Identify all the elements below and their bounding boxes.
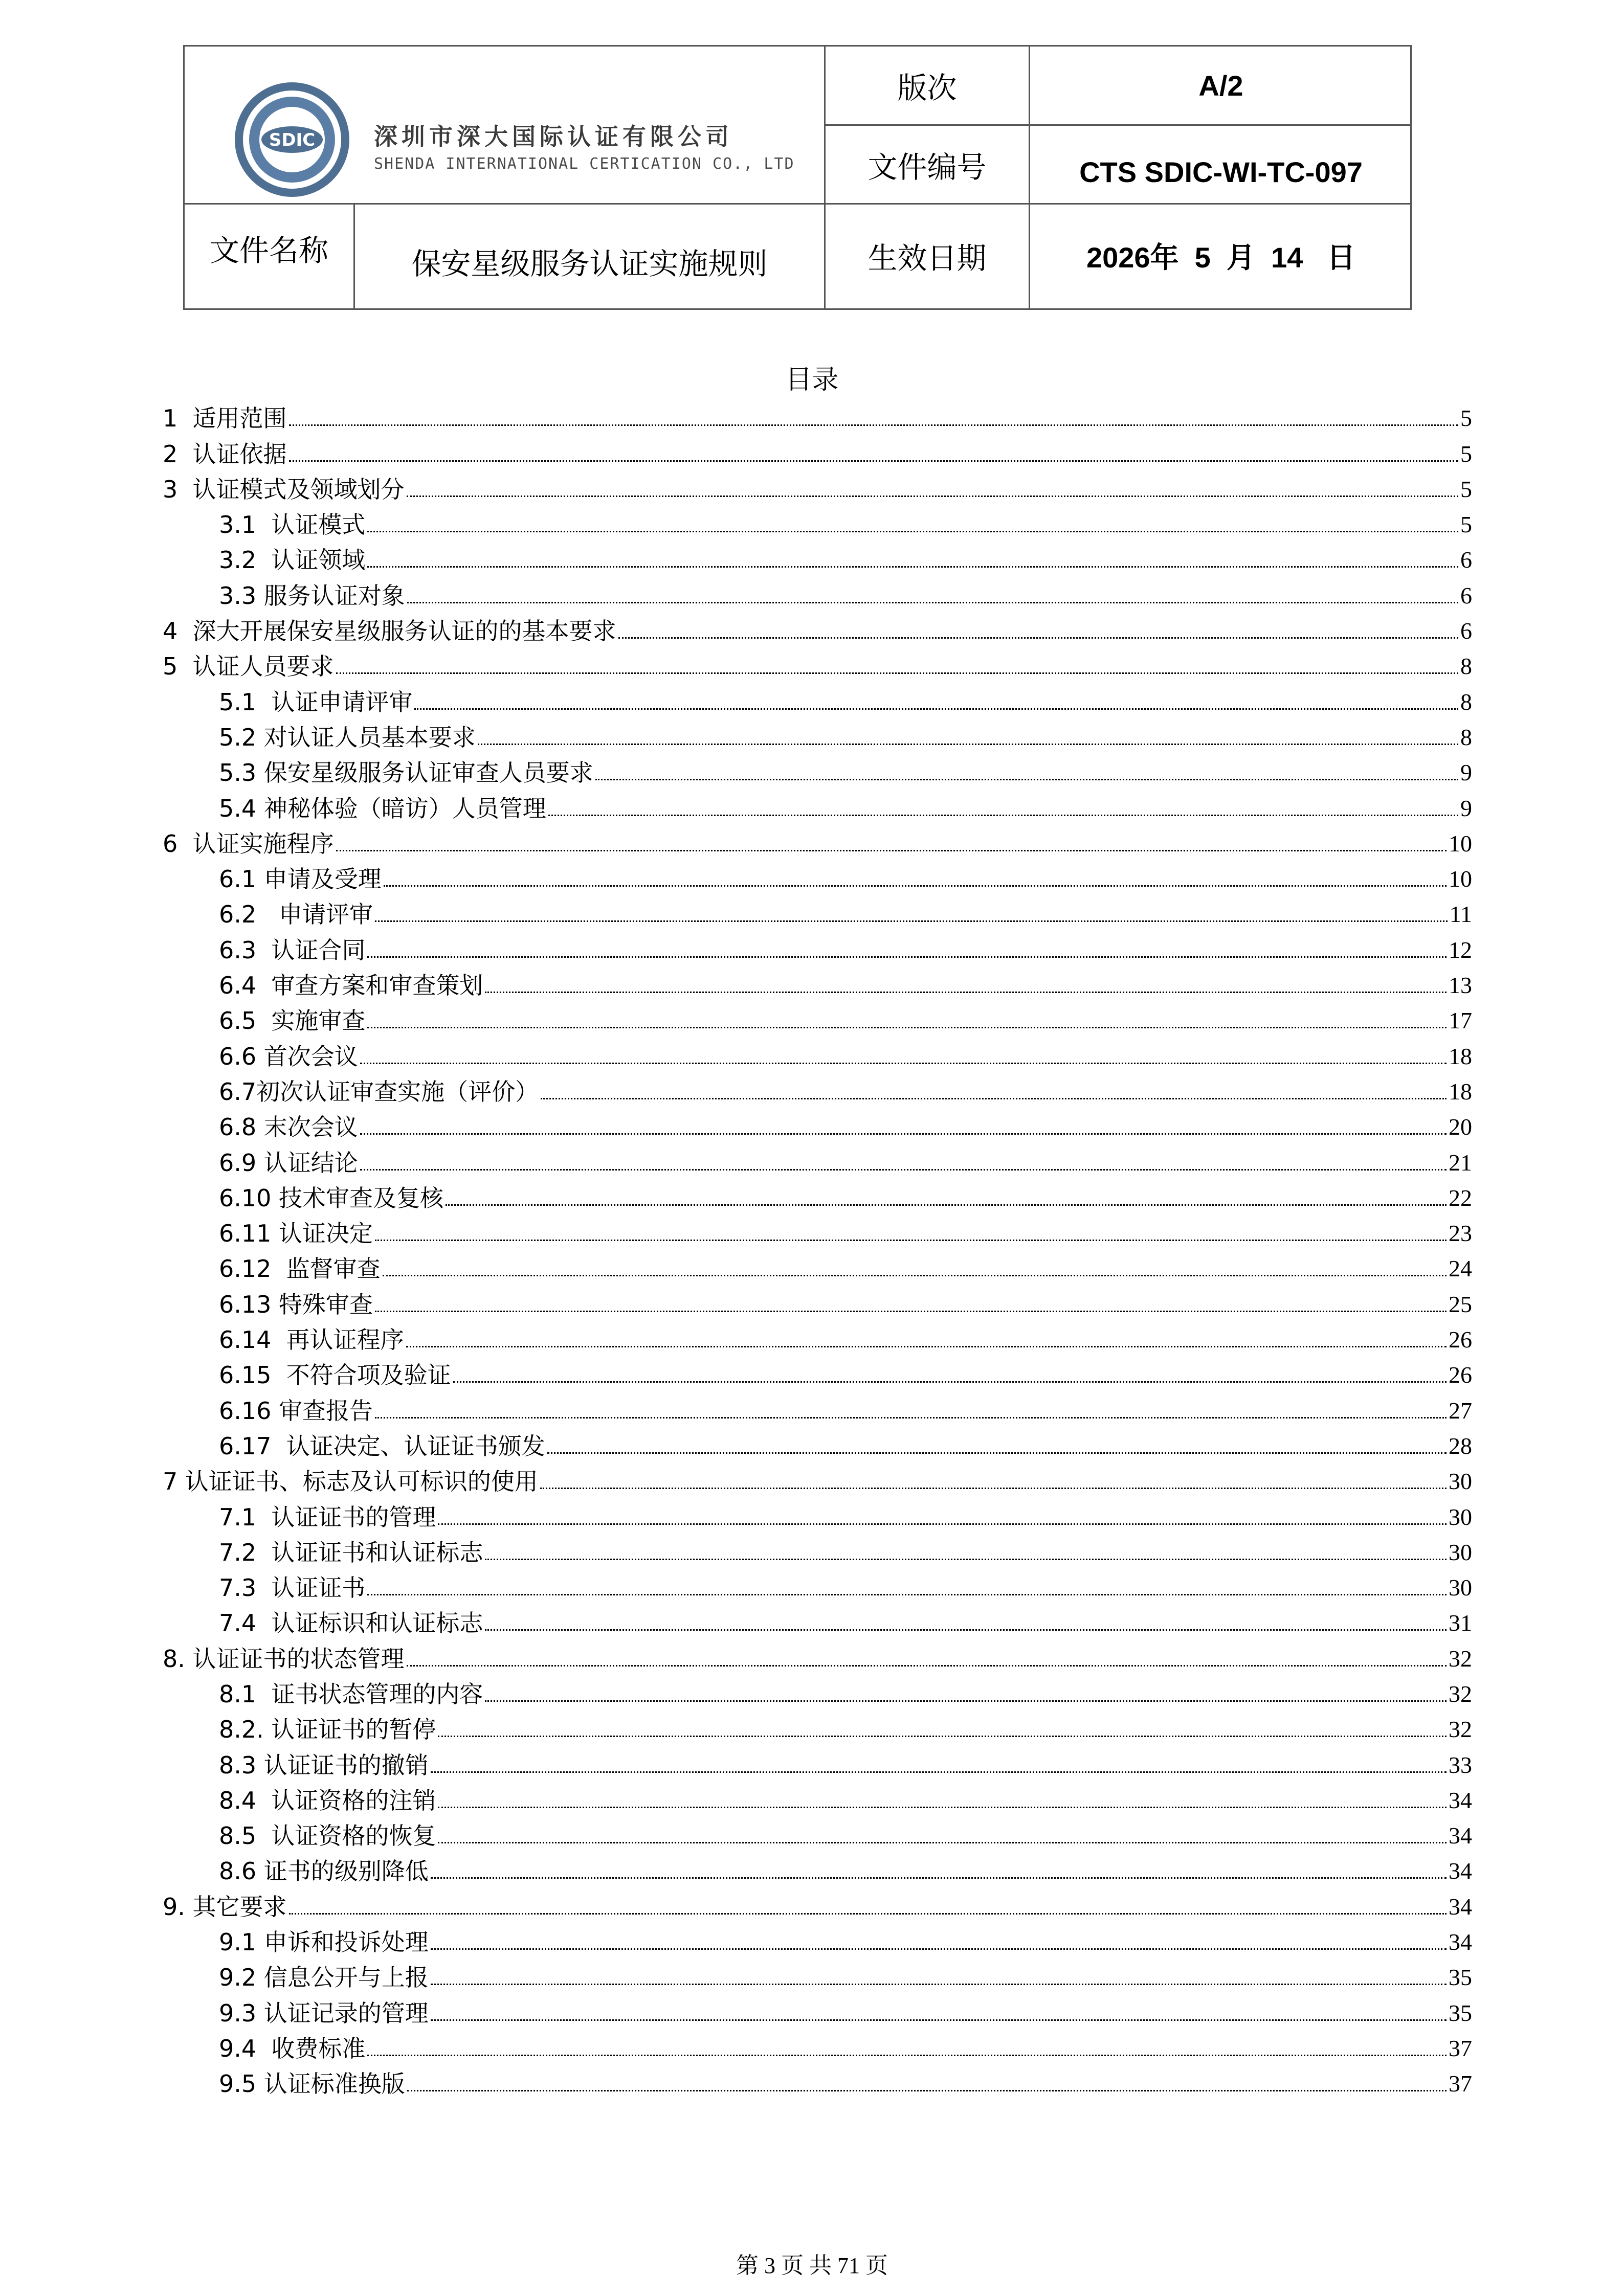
- toc-entry[interactable]: [163, 1674, 1472, 1709]
- company-name-cn: 深圳市深大国际认证有限公司: [374, 123, 733, 150]
- toc-dot-leader: [431, 1984, 1447, 1985]
- toc-dot-leader: [375, 920, 1448, 922]
- toc-entry-title: 6.4 审查方案和审查策划: [219, 971, 485, 1000]
- toc-entry[interactable]: [163, 2063, 1472, 2099]
- toc-entry-page: 18: [1449, 1078, 1472, 1105]
- toc-entry[interactable]: [163, 965, 1472, 1000]
- toc-entry-title: 4 深大开展保安星级服务认证的的基本要求: [163, 616, 618, 646]
- toc-entry-title: 5 认证人员要求: [163, 651, 336, 681]
- toc-entry-title: 9.3 认证记录的管理: [219, 1998, 431, 2028]
- toc-entry[interactable]: [163, 575, 1472, 610]
- toc-entry[interactable]: [163, 1036, 1472, 1071]
- toc-entry-title: 9.1 申诉和投诉处理: [219, 1927, 431, 1957]
- toc-entry-page: 24: [1449, 1255, 1472, 1282]
- toc-dot-leader: [289, 1913, 1447, 1915]
- toc-dot-leader: [289, 424, 1458, 426]
- table-of-contents: [163, 398, 1472, 2099]
- toc-entry[interactable]: [163, 859, 1472, 894]
- toc-entry-page: 28: [1449, 1432, 1472, 1459]
- toc-entry-page: 35: [1449, 1964, 1472, 1991]
- toc-entry-title: 9.2 信息公开与上报: [219, 1963, 431, 1992]
- toc-entry[interactable]: [163, 1496, 1472, 1532]
- toc-entry[interactable]: [163, 469, 1472, 504]
- toc-entry[interactable]: [163, 1638, 1472, 1673]
- toc-dot-leader: [540, 1488, 1447, 1489]
- toc-dot-leader: [438, 1842, 1447, 1843]
- toc-entry[interactable]: [163, 398, 1472, 433]
- toc-entry[interactable]: [163, 1603, 1472, 1638]
- toc-entry-title: 3.2 认证领域: [219, 545, 367, 575]
- toc-entry-title: 8.6 证书的级别降低: [219, 1856, 431, 1886]
- toc-entry-page: 34: [1449, 1787, 1472, 1813]
- toc-entry-page: 23: [1449, 1220, 1472, 1247]
- toc-entry-title: 6.7初次认证审查实施（评价）: [219, 1077, 541, 1107]
- toc-entry-page: 35: [1449, 1999, 1472, 2026]
- toc-entry-title: 6.11 认证决定: [219, 1219, 375, 1248]
- toc-entry[interactable]: [163, 894, 1472, 929]
- toc-entry-page: 6: [1460, 547, 1472, 573]
- toc-entry[interactable]: [163, 1390, 1472, 1425]
- toc-entry-page: 6: [1460, 582, 1472, 609]
- toc-dot-leader: [360, 1063, 1447, 1064]
- toc-dot-leader: [407, 1665, 1447, 1667]
- toc-dot-leader: [541, 1098, 1447, 1099]
- toc-entry-title: 6.3 认证合同: [219, 935, 367, 965]
- toc-dot-leader: [414, 708, 1458, 710]
- toc-entry[interactable]: [163, 1178, 1472, 1213]
- document-header-table: [183, 45, 1412, 310]
- toc-entry[interactable]: [163, 1744, 1472, 1780]
- effective-date-label: 生效日期: [867, 241, 987, 276]
- toc-entry-title: 5.3 保安星级服务认证审查人员要求: [219, 758, 595, 787]
- toc-entry-title: 6.10 技术审查及复核: [219, 1183, 446, 1213]
- toc-entry-page: 22: [1449, 1184, 1472, 1211]
- version-label: 版次: [897, 71, 957, 105]
- toc-entry-page: 9: [1460, 759, 1472, 786]
- doc-number-label: 文件编号: [867, 149, 987, 185]
- toc-dot-leader: [367, 1594, 1447, 1595]
- toc-entry[interactable]: [163, 681, 1472, 716]
- toc-entry[interactable]: [163, 1319, 1472, 1355]
- toc-entry-title: 6.13 特殊审查: [219, 1290, 375, 1319]
- toc-dot-leader: [289, 460, 1458, 462]
- toc-entry-title: 8.4 认证资格的注销: [219, 1786, 438, 1815]
- toc-entry[interactable]: [163, 1355, 1472, 1390]
- toc-dot-leader: [367, 1027, 1447, 1028]
- toc-entry[interactable]: [163, 1461, 1472, 1496]
- toc-entry-page: 26: [1449, 1326, 1472, 1353]
- toc-dot-leader: [547, 1452, 1447, 1454]
- toc-entry[interactable]: [163, 1567, 1472, 1603]
- toc-entry-page: 5: [1460, 476, 1472, 502]
- toc-entry-title: 6.9 认证结论: [219, 1148, 360, 1178]
- toc-dot-leader: [407, 496, 1458, 497]
- toc-dot-leader: [485, 1629, 1447, 1631]
- toc-dot-leader: [438, 1807, 1447, 1808]
- toc-dot-leader: [438, 1523, 1447, 1525]
- toc-dot-leader: [431, 2019, 1447, 2021]
- toc-entry[interactable]: [163, 1992, 1472, 2028]
- toc-dot-leader: [367, 566, 1458, 568]
- toc-entry-title: 6.6 首次会议: [219, 1042, 360, 1071]
- toc-entry-title: 3 认证模式及领域划分: [163, 475, 407, 504]
- toc-entry-title: 9.5 认证标准换版: [219, 2069, 407, 2099]
- toc-dot-leader: [336, 672, 1458, 674]
- toc-entry-title: 8.5 认证资格的恢复: [219, 1821, 438, 1851]
- toc-entry-page: 37: [1449, 2035, 1472, 2061]
- toc-entry-title: 6.8 末次会议: [219, 1112, 360, 1142]
- toc-entry[interactable]: [163, 2028, 1472, 2063]
- toc-dot-leader: [453, 1381, 1447, 1383]
- toc-dot-leader: [446, 1204, 1447, 1206]
- toc-entry-page: 10: [1449, 830, 1472, 857]
- toc-entry[interactable]: [163, 1922, 1472, 1957]
- toc-entry-page: 21: [1449, 1149, 1472, 1176]
- toc-entry-page: 34: [1449, 1929, 1472, 1955]
- toc-dot-leader: [407, 602, 1458, 603]
- toc-entry-title: 6.2 申请评审: [219, 899, 375, 929]
- doc-number-value: CTS SDIC-WI-TC-097: [1079, 156, 1363, 188]
- toc-entry[interactable]: [163, 1142, 1472, 1177]
- toc-dot-leader: [438, 1736, 1447, 1737]
- toc-entry[interactable]: [163, 929, 1472, 964]
- toc-entry-page: 31: [1449, 1610, 1472, 1636]
- toc-dot-leader: [367, 531, 1458, 532]
- toc-entry[interactable]: [163, 1815, 1472, 1851]
- toc-entry-title: 3.1 认证模式: [219, 510, 367, 539]
- toc-entry[interactable]: [163, 1107, 1472, 1142]
- toc-dot-leader: [431, 1771, 1447, 1773]
- toc-entry-page: 8: [1460, 653, 1472, 680]
- toc-entry[interactable]: [163, 717, 1472, 752]
- toc-entry[interactable]: [163, 1532, 1472, 1567]
- toc-entry-page: 34: [1449, 1858, 1472, 1884]
- page-footer: 第 3 页 共 71 页: [736, 2253, 888, 2278]
- toc-dot-leader: [384, 885, 1447, 887]
- toc-entry-page: 37: [1449, 2070, 1472, 2097]
- toc-entry[interactable]: [163, 1851, 1472, 1886]
- toc-entry-page: 9: [1460, 795, 1472, 821]
- toc-entry[interactable]: [163, 1000, 1472, 1036]
- doc-name-value: 保安星级服务认证实施规则: [411, 246, 768, 281]
- toc-entry-page: 20: [1449, 1114, 1472, 1140]
- toc-entry[interactable]: [163, 611, 1472, 646]
- toc-entry-page: 30: [1449, 1539, 1472, 1565]
- toc-entry-page: 12: [1449, 936, 1472, 963]
- toc-entry-title: 6.16 审查报告: [219, 1396, 375, 1426]
- toc-entry[interactable]: [163, 752, 1472, 787]
- toc-entry-title: 1 适用范围: [163, 403, 289, 433]
- toc-dot-leader: [485, 992, 1447, 993]
- toc-dot-leader: [407, 2090, 1447, 2091]
- toc-dot-leader: [485, 1559, 1447, 1560]
- toc-entry-title: 3.3 服务认证对象: [219, 581, 407, 611]
- toc-dot-leader: [595, 779, 1458, 780]
- toc-entry-title: 5.4 神秘体验（暗访）人员管理: [219, 794, 548, 823]
- toc-entry[interactable]: [163, 787, 1472, 823]
- toc-dot-leader: [367, 956, 1447, 958]
- toc-entry-page: 26: [1449, 1362, 1472, 1388]
- toc-dot-leader: [485, 1700, 1447, 1702]
- effective-date-value: 2026年 5 月 14 日: [1086, 241, 1356, 274]
- company-name-en: SHENDA INTERNATIONAL CERTICATION CO., LTD: [374, 155, 795, 173]
- toc-dot-leader: [383, 1275, 1447, 1276]
- toc-entry-page: 32: [1449, 1680, 1472, 1707]
- toc-entry-title: 9.4 收费标准: [219, 2034, 367, 2063]
- toc-title: 目录: [785, 365, 839, 395]
- toc-entry-title: 6.15 不符合项及验证: [219, 1360, 453, 1390]
- toc-entry[interactable]: [163, 539, 1472, 575]
- toc-dot-leader: [375, 1417, 1447, 1419]
- toc-entry-page: 13: [1449, 972, 1472, 999]
- toc-dot-leader: [478, 744, 1458, 745]
- toc-dot-leader: [367, 2055, 1447, 2056]
- toc-entry-page: 5: [1460, 511, 1472, 538]
- toc-entry-title: 8. 认证证书的状态管理: [163, 1644, 407, 1674]
- toc-dot-leader: [375, 1311, 1447, 1312]
- toc-entry-title: 7 认证证书、标志及认可标识的使用: [163, 1467, 540, 1496]
- toc-dot-leader: [375, 1240, 1447, 1241]
- toc-entry-title: 7.2 认证证书和认证标志: [219, 1538, 485, 1567]
- toc-entry[interactable]: [163, 1709, 1472, 1744]
- toc-entry-page: 34: [1449, 1822, 1472, 1849]
- toc-entry-title: 6 认证实施程序: [163, 829, 336, 859]
- toc-entry-title: 8.2. 认证证书的暂停: [219, 1715, 438, 1744]
- toc-entry-page: 8: [1460, 724, 1472, 750]
- toc-entry[interactable]: [163, 1426, 1472, 1461]
- toc-entry-page: 10: [1449, 866, 1472, 892]
- toc-entry-page: 34: [1449, 1893, 1472, 1920]
- toc-entry-page: 5: [1460, 405, 1472, 432]
- toc-entry[interactable]: [163, 646, 1472, 681]
- doc-name-label: 文件名称: [209, 233, 328, 268]
- toc-entry-title: 8.3 认证证书的撤销: [219, 1750, 431, 1780]
- company-logo: [231, 78, 793, 206]
- toc-entry-title: 7.1 认证证书的管理: [219, 1502, 438, 1532]
- toc-entry[interactable]: [163, 1780, 1472, 1815]
- toc-entry-page: 5: [1460, 440, 1472, 467]
- toc-entry-page: 30: [1449, 1503, 1472, 1530]
- toc-entry-title: 6.1 申请及受理: [219, 864, 384, 894]
- toc-entry-title: 6.14 再认证程序: [219, 1325, 406, 1355]
- toc-entry-page: 27: [1449, 1397, 1472, 1424]
- toc-dot-leader: [431, 1948, 1447, 1950]
- toc-dot-leader: [431, 1877, 1447, 1879]
- toc-entry-title: 2 认证依据: [163, 439, 289, 469]
- toc-entry[interactable]: [163, 433, 1472, 468]
- toc-entry-page: 30: [1449, 1574, 1472, 1601]
- toc-entry-page: 33: [1449, 1751, 1472, 1778]
- toc-dot-leader: [548, 815, 1458, 816]
- toc-entry[interactable]: [163, 1886, 1472, 1921]
- toc-entry-page: 6: [1460, 618, 1472, 644]
- toc-entry[interactable]: [163, 1957, 1472, 1992]
- toc-entry-page: 17: [1449, 1007, 1472, 1034]
- toc-entry-title: 6.12 监督审查: [219, 1254, 383, 1284]
- toc-entry-title: 7.3 认证证书: [219, 1573, 367, 1603]
- toc-entry-page: 18: [1449, 1043, 1472, 1069]
- toc-entry-page: 30: [1449, 1468, 1472, 1495]
- toc-entry-title: 6.5 实施审查: [219, 1006, 367, 1036]
- toc-dot-leader: [360, 1169, 1447, 1170]
- svg-text:SDIC: SDIC: [269, 130, 316, 150]
- toc-entry-title: 9. 其它要求: [163, 1892, 289, 1922]
- toc-dot-leader: [336, 850, 1447, 851]
- toc-entry-title: 7.4 认证标识和认证标志: [219, 1608, 485, 1638]
- toc-entry[interactable]: [163, 1284, 1472, 1319]
- toc-entry[interactable]: [163, 1213, 1472, 1248]
- toc-entry[interactable]: [163, 504, 1472, 539]
- toc-entry-page: 11: [1449, 901, 1472, 928]
- toc-entry-title: 8.1 证书状态管理的内容: [219, 1679, 485, 1709]
- version-value: A/2: [1198, 69, 1243, 102]
- toc-dot-leader: [406, 1346, 1447, 1347]
- toc-dot-leader: [360, 1133, 1447, 1135]
- toc-entry-title: 6.17 认证决定、认证证书颁发: [219, 1431, 547, 1461]
- toc-entry-title: 5.2 对认证人员基本要求: [219, 723, 478, 752]
- toc-entry[interactable]: [163, 1248, 1472, 1284]
- sdic-seal-icon: [231, 78, 353, 201]
- toc-entry-page: 32: [1449, 1645, 1472, 1672]
- toc-entry-page: 25: [1449, 1291, 1472, 1317]
- toc-entry-page: 8: [1460, 688, 1472, 715]
- toc-entry[interactable]: [163, 823, 1472, 859]
- toc-entry[interactable]: [163, 1071, 1472, 1107]
- toc-dot-leader: [618, 637, 1458, 639]
- toc-entry-title: 5.1 认证申请评审: [219, 687, 414, 717]
- toc-entry-page: 32: [1449, 1716, 1472, 1743]
